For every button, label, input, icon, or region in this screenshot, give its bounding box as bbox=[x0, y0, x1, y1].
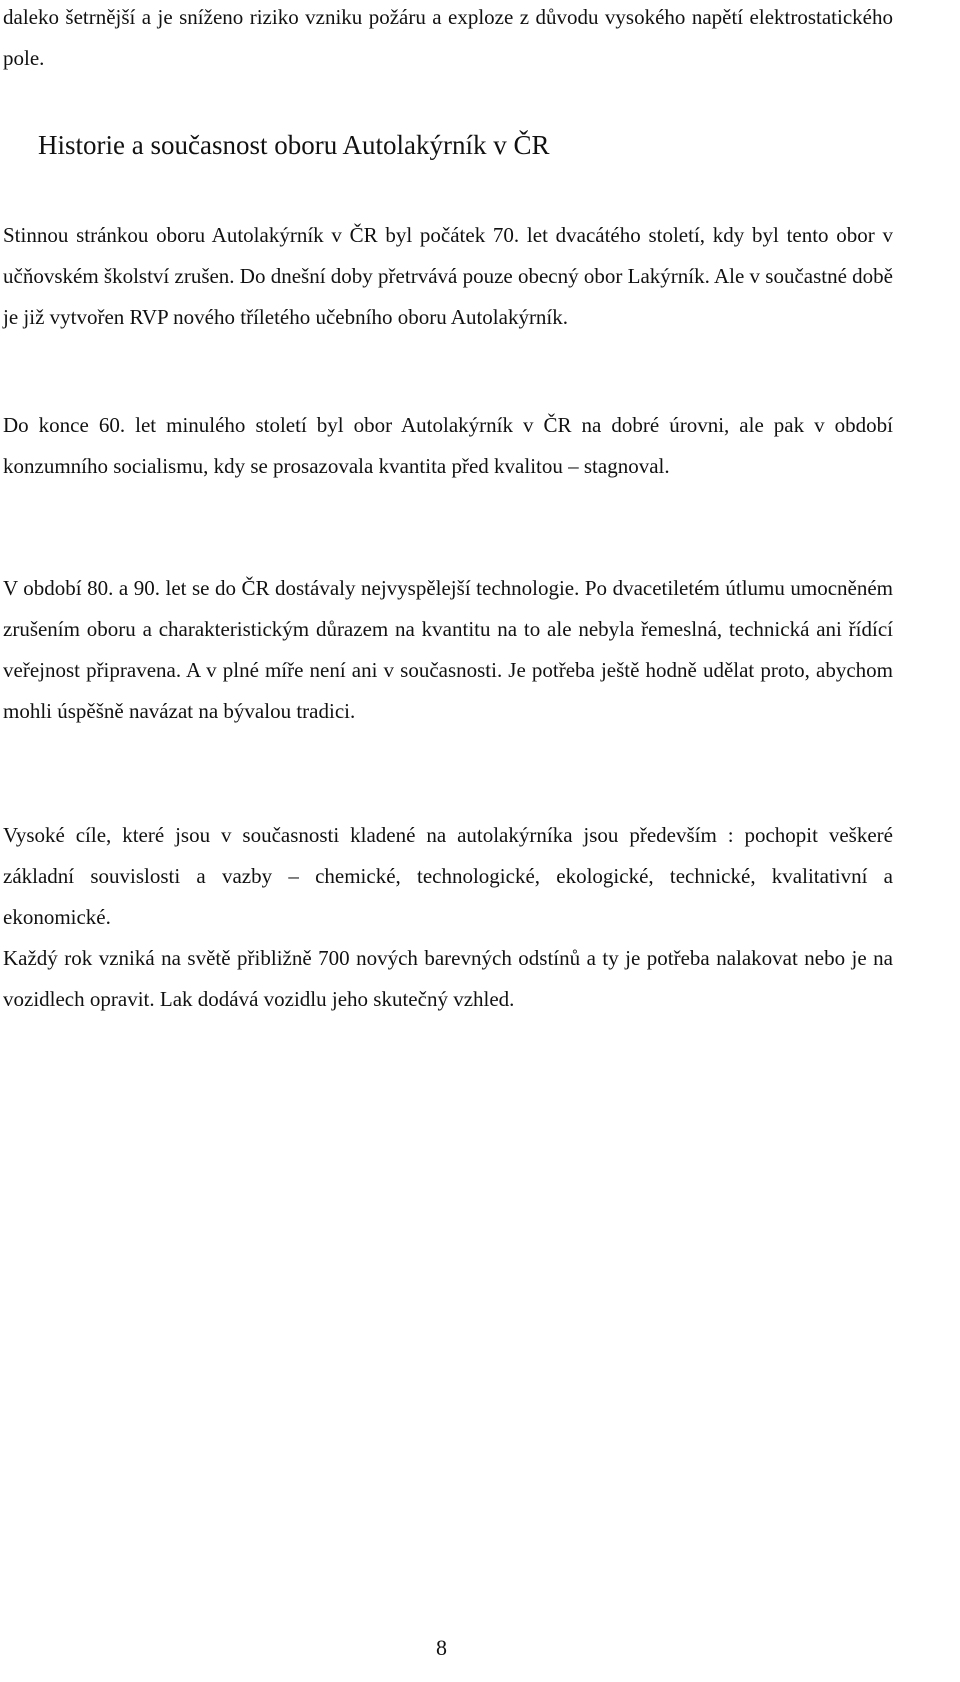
paragraph-colors: Každý rok vzniká na světě přibližně 700 nových barevných odstínů a ty je potřeba nalakovat nebo je na vozidlech opravit. Lak dodává vozidlu jeho skutečný vzhled. bbox=[3, 946, 893, 1011]
page-number: 8 bbox=[436, 1635, 447, 1660]
paragraph-eighties: V období 80. a 90. let se do ČR dostávaly nejvyspělejší technologie. Po dvacetiletém útlumu umocněném zrušením oboru a charakteristickým důrazem na kvantitu na to ale nebyla řemeslná, technická ani řídící veřejnost připravena. A v plné míře není ani v současnosti. Je potřeba ještě hodně udělat proto, abychom mohli úspěšně navázat na bývalou tradici. bbox=[3, 576, 893, 723]
top-text-fragment: daleko šetrnější a je sníženo riziko vzniku požáru a exploze z důvodu vysokého napětí elektrostatického pole. bbox=[3, 5, 893, 70]
paragraph-goals: Vysoké cíle, které jsou v současnosti kladené na autolakýrníka jsou především : pochopit veškeré základní souvislosti a vazby – chemické, technologické, ekologické, technické, kvalitativní a ekonomické. bbox=[3, 823, 893, 929]
section-heading: Historie a současnost oboru Autolakýrník v ČR bbox=[38, 130, 550, 160]
paragraph-sixties: Do konce 60. let minulého století byl obor Autolakýrník v ČR na dobré úrovni, ale pak v období konzumního socialismu, kdy se prosazovala kvantita před kvalitou – stagnoval. bbox=[3, 413, 893, 478]
paragraph-history: Stinnou stránkou oboru Autolakýrník v ČR byl počátek 70. let dvacátého století, kdy byl tento obor v učňovském školství zrušen. Do dnešní doby přetrvává pouze obecný obor Lakýrník. Ale v součastné době je již vytvořen RVP nového tříletého učebního oboru Autolakýrník. bbox=[3, 223, 893, 329]
